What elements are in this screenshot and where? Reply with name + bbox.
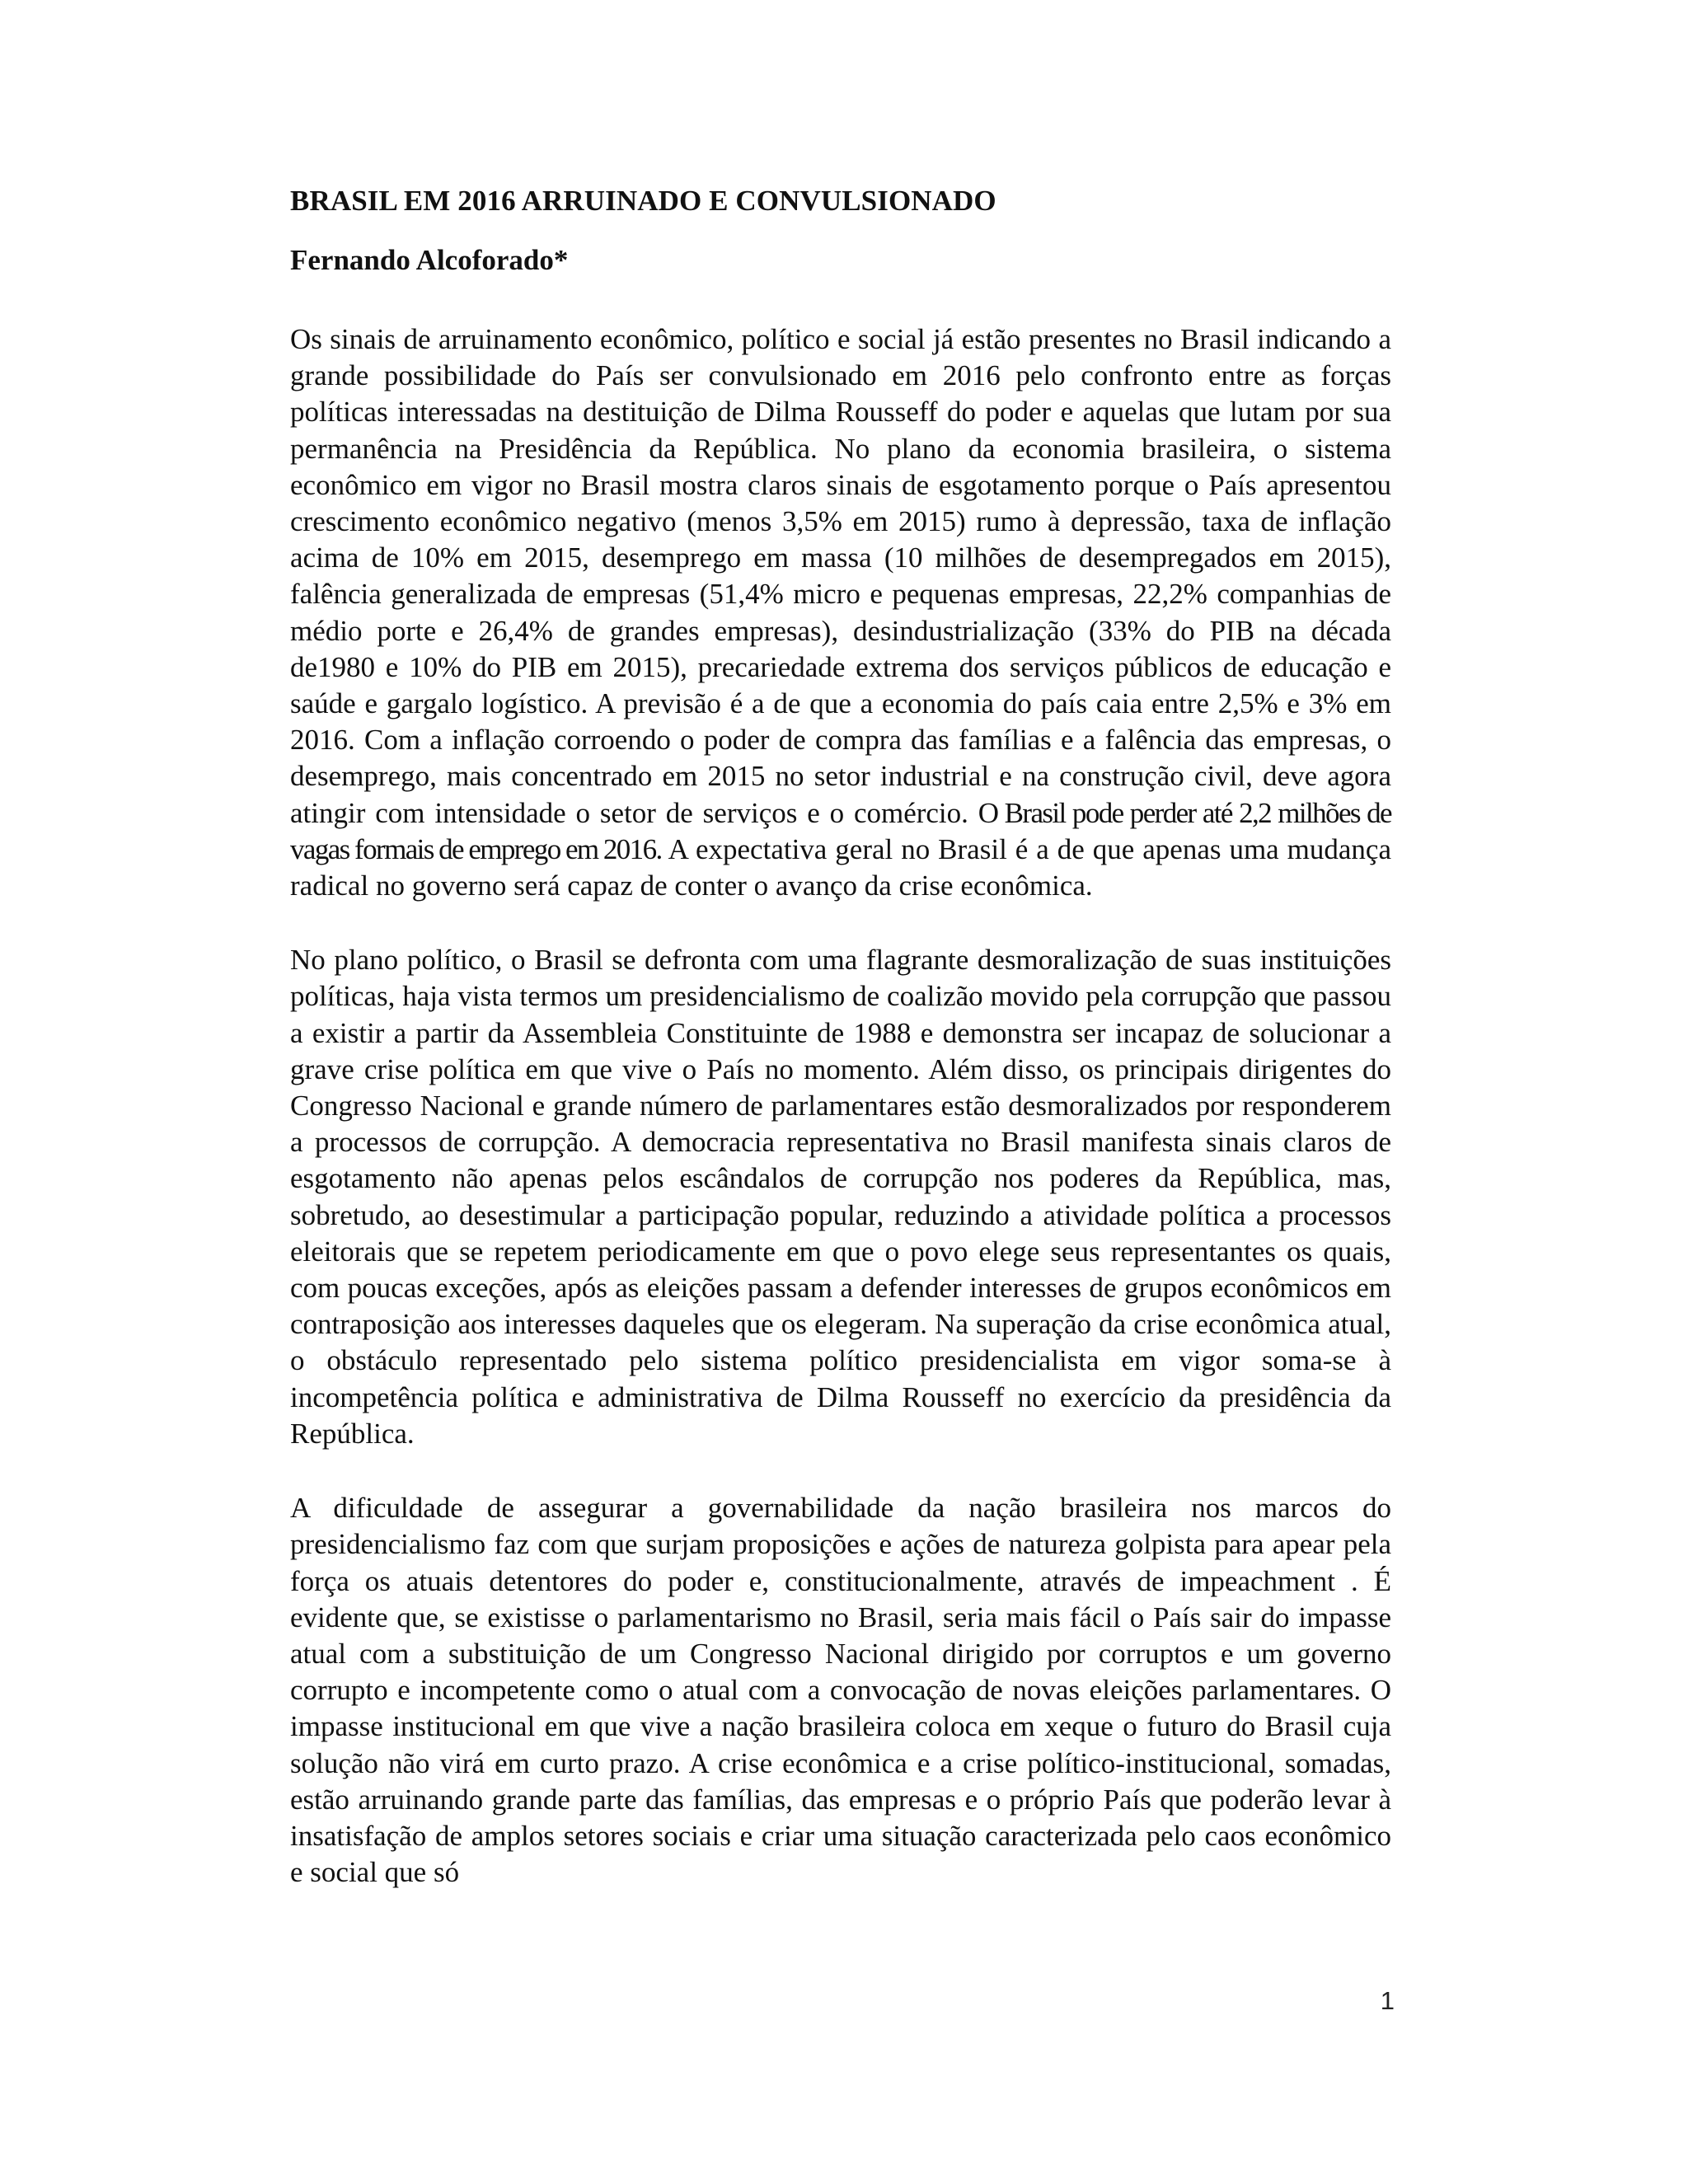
- document-author: Fernando Alcoforado*: [290, 244, 569, 276]
- paragraph-politics: No plano político, o Brasil se defronta com uma flagrante desmoralização de suas instituições políticas, haja vista termos um presidencialismo de coalizão movido pela corrupção que passou a existir a partir da Assembleia Constituinte de 1988 e demonstra ser incapaz de solucionar a grave crise política em que vive o País no momento. Além disso, os principais dirigentes do Congresso Nacional e grande número de parlamentares estão desmoralizados por responderem a processos de corrupção. A democracia representativa no Brasil manifesta sinais claros de esgotamento não apenas pelos escândalos de corrupção nos poderes da República, mas, sobretudo, ao desestimular a participação popular, reduzindo a atividade política a processos eleitorais que se repetem periodicamente em que o povo elege seus representantes os quais, com poucas exceções, após as eleições passam a defender interesses de grupos econômicos em contraposição aos interesses daqueles que os elegeram. Na superação da crise econômica atual, o obstáculo representado pelo sistema político presidencialista em vigor soma-se à incompetência política e administrativa de Dilma Rousseff no exercício da presidência da República.: [290, 944, 1391, 1450]
- document-body: [290, 183, 1391, 1891]
- paragraph-economy-text-start: Os sinais de arruinamento econômico, político e social já estão presentes no Brasil indicando a grande possibilidade do País ser convulsionado em 2016 pelo confronto entre as forças políticas interessadas na destituição de Dilma Rousseff do poder e aquelas que lutam por sua permanência na Presidência da República. No plano da economia brasileira, o sistema econômico em vigor no Brasil mostra claros sinais de esgotamento porque o País apresentou crescimento econômico negativo (menos 3,5% em 2015) rumo à depressão, taxa de inflação acima de 10% em 2015, desemprego em massa (10 milhões de desempregados em 2015), falência generalizada de empresas (51,4% micro e pequenas empresas, 22,2% companhias de médio porte e 26,4% de grandes empresas), desindustrialização (33% do PIB na década de1980 e 10% do PIB em 2015), precariedade extrema dos serviços públicos de educação e saúde e gargalo logístico. A previsão é a de que a economia do país caia entre 2,5% e 3% em 2016. Com a inflação corroendo o poder de compra das famílias e a falência das empresas, o desemprego, mais concentrado em 2015 no setor industrial e na construção civil, deve agora atingir com intensidade o setor de serviços e o comércio.: [290, 323, 1391, 829]
- paragraph-economy-condensed-sentence: O Brasil pode perder até 2,2 milhões de vagas formais de emprego em 2016.: [290, 796, 1391, 865]
- paragraph-economy-text-end: A expectativa geral no Brasil é a de que apenas uma mudança radical no governo será capaz de conter o avanço da crise econômica.: [290, 832, 1392, 902]
- paragraph-governability: A dificuldade de assegurar a governabilidade da nação brasileira nos marcos do presidencialismo faz com que surjam proposições e ações de natureza golpista para apear pela força os atuais detentores do poder e, constitucionalmente, através de impeachment . É evidente que, se existisse o parlamentarismo no Brasil, seria mais fácil o País sair do impasse atual com a substituição de um Congresso Nacional dirigido por corruptos e um governo corrupto e incompetente como o atual com a convocação de novas eleições parlamentares. O impasse institucional em que vive a nação brasileira coloca em xeque o futuro do Brasil cuja solução não virá em curto prazo. A crise econômica e a crise político-institucional, somadas, estão arruinando grande parte das famílias, das empresas e o próprio País que poderão levar à insatisfação de amplos setores sociais e criar uma situação caracterizada pelo caos econômico e social que só: [290, 1492, 1391, 1889]
- document-title: BRASIL EM 2016 ARRUINADO E CONVULSIONADO: [290, 185, 996, 217]
- paragraph-economy: [290, 321, 1391, 904]
- page-number: 1: [1380, 1986, 1395, 2015]
